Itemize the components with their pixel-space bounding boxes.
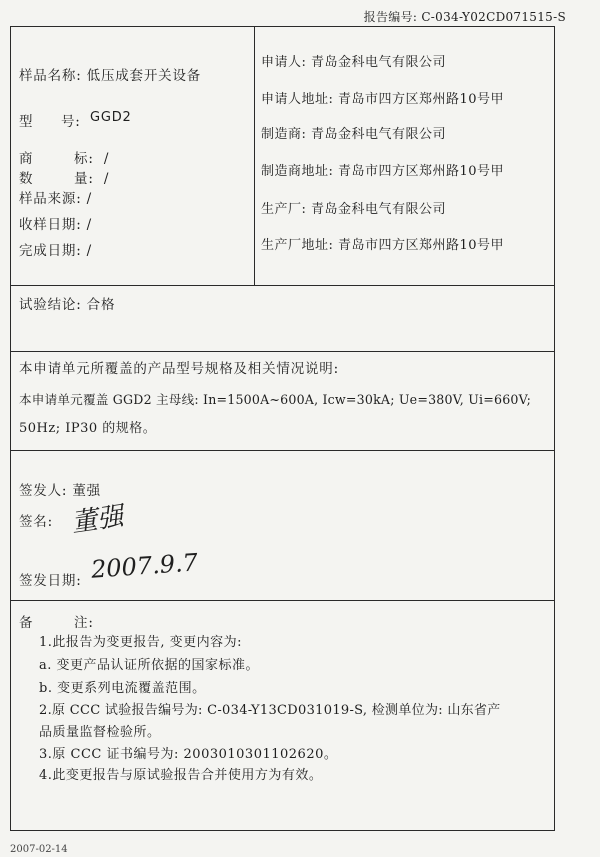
divider-issuer-remarks bbox=[11, 600, 554, 601]
trademark: 商 标: / bbox=[19, 151, 110, 167]
manufacturer-address: 制造商地址: 青岛市四方区郑州路10号甲 bbox=[261, 164, 505, 179]
signature-label: 签名: bbox=[19, 514, 53, 530]
coverage-line-2: 50Hz; IP30 的规格。 bbox=[19, 421, 157, 436]
handwritten-date: 2007.9.7 bbox=[90, 548, 199, 584]
remark-item: 2.原 CCC 试验报告编号为: C-034-Y13CD031019-S, 检测单位为: 山东省产 bbox=[39, 703, 501, 718]
coverage-line-1: 本申请单元覆盖 GGD2 主母线: In=1500A~600A, Icw=30kA; Ue=380V, Ui=660V; bbox=[19, 392, 532, 407]
handwritten-signature: 董强 bbox=[69, 501, 126, 539]
issuer: 签发人: 董强 bbox=[19, 483, 101, 499]
sample-source: 样品来源: / bbox=[19, 191, 92, 207]
divider-sample-applicant bbox=[254, 27, 255, 285]
applicant: 申请人: 青岛金科电气有限公司 bbox=[261, 55, 447, 70]
factory-address: 生产厂地址: 青岛市四方区郑州路10号甲 bbox=[261, 238, 505, 253]
model-label: 型 bbox=[19, 114, 34, 130]
remark-item: 品质量监督检验所。 bbox=[39, 725, 161, 740]
test-conclusion: 试验结论: 合格 bbox=[19, 297, 116, 313]
coverage-title: 本申请单元所覆盖的产品型号规格及相关情况说明: bbox=[19, 361, 339, 377]
divider-conclusion-coverage bbox=[11, 351, 554, 352]
receive-date: 收样日期: / bbox=[19, 217, 92, 233]
remarks-label: 备 注: bbox=[19, 615, 94, 631]
factory: 生产厂: 青岛金科电气有限公司 bbox=[261, 202, 447, 217]
report-form bbox=[10, 26, 555, 831]
manufacturer: 制造商: 青岛金科电气有限公司 bbox=[261, 127, 447, 142]
report-number: 报告编号: C-034-Y02CD071515-S bbox=[363, 10, 566, 24]
applicant-address: 申请人地址: 青岛市四方区郑州路10号甲 bbox=[261, 92, 505, 107]
finish-date: 完成日期: / bbox=[19, 243, 92, 259]
quantity: 数 量: / bbox=[19, 171, 110, 187]
remark-item: b. 变更系列电流覆盖范围。 bbox=[39, 681, 206, 696]
model-label-suffix: 号: bbox=[61, 114, 81, 130]
remark-item: 3.原 CCC 证书编号为: 2003010301102620。 bbox=[39, 747, 338, 762]
remark-item: a. 变更产品认证所依据的国家标准。 bbox=[39, 658, 260, 673]
print-date: 2007-02-14 bbox=[10, 844, 68, 855]
remark-item: 1.此报告为变更报告, 变更内容为: bbox=[39, 635, 243, 650]
divider-coverage-issuer bbox=[11, 450, 554, 451]
remark-item: 4.此变更报告与原试验报告合并使用方为有效。 bbox=[39, 768, 323, 783]
issue-date-label: 签发日期: bbox=[19, 573, 82, 589]
model-value: GGD2 bbox=[90, 110, 132, 125]
divider-sample-conclusion bbox=[11, 285, 554, 286]
sample-name: 样品名称: 低压成套开关设备 bbox=[19, 68, 202, 84]
